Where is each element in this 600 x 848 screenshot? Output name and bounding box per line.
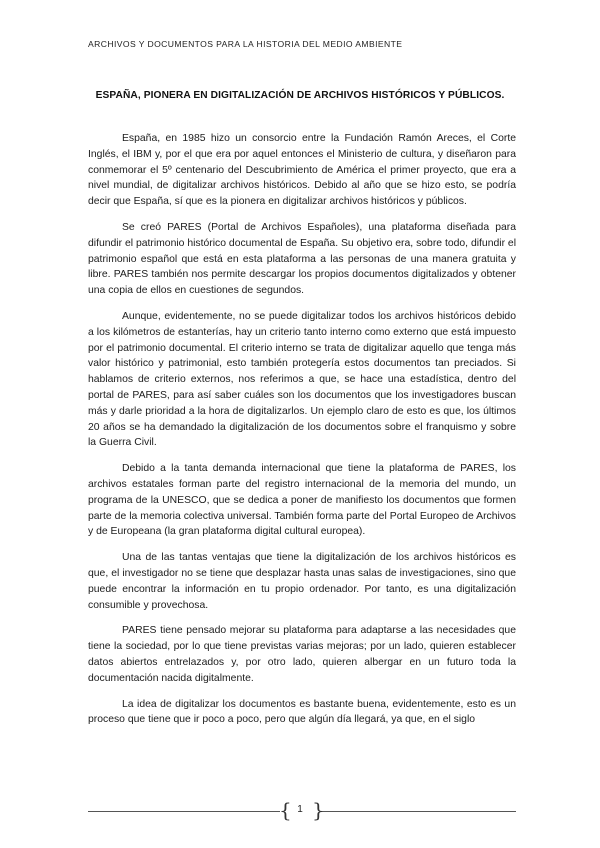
footer-rule-right xyxy=(322,811,516,812)
paragraph: Aunque, evidentemente, no se puede digitalizar todos los archivos históricos debido a los kilómetros de estanterías, hay un criterio tanto interno como externo que está impuesto por el patrimonio documental. El criterio interno se trata de digitalizar aquello que tenga más valor histórico y patrimonial, esto también protegería estos documentos tan preciados. Si hablamos de criterio externos, nos referimos a que, se hace una estadística, dentro del portal de PARES, para así saber cuáles son los documentos que los investigadores buscan más y darle prioridad a la hora de digitalizarlos. Un ejemplo claro de esto es que, los últimos 20 años se ha demandado la digitalización de los documentos sobre el franquismo y sobre la Guerra Civil. xyxy=(88,310,516,449)
right-brace-icon: } xyxy=(312,798,325,822)
paragraph: Una de las tantas ventajas que tiene la digitalización de los archivos históricos es que, el investigador no se tiene que desplazar hasta unas salas de investigaciones, sino que puede encontrar la información en tu propio ordenador. Por tanto, es una digitalización consumible y provechosa. xyxy=(88,552,516,611)
document-body xyxy=(88,131,516,738)
page-number: 1 xyxy=(297,804,303,815)
paragraph: Se creó PARES (Portal de Archivos Españoles), una plataforma diseñada para difundir el patrimonio histórico documental de España. Su objetivo era, sobre todo, difundir el patrimonio español que está en esta plataforma a las personas de una manera gratuita y libre. PARES también nos permite descargar los propios documentos digitalizados y obtener una copia de ellos en cuestiones de segundos. xyxy=(88,221,516,297)
page-footer xyxy=(0,800,600,824)
running-header: ARCHIVOS Y DOCUMENTOS PARA LA HISTORIA DEL MEDIO AMBIENTE xyxy=(88,39,403,49)
paragraph: La idea de digitalizar los documentos es bastante buena, evidentemente, esto es un proceso que tiene que ir poco a poco, pero que algún día llegará, ya que, en el siglo xyxy=(88,698,516,726)
paragraph: Debido a la tanta demanda internacional que tiene la plataforma de PARES, los archivos estatales forman parte del registro internacional de la memoria del mundo, un programa de la UNESCO, que se dedica a poner de manifiesto los documentos que formen parte de la memoria colectiva universal. También forma parte del Portal Europeo de Archivos y de Europeana (la gran plataforma digital cultural europea). xyxy=(88,463,516,538)
document-title: ESPAÑA, PIONERA EN DIGITALIZACIÓN DE ARCHIVOS HISTÓRICOS Y PÚBLICOS. xyxy=(95,90,505,101)
footer-rule-left xyxy=(88,811,280,812)
left-brace-icon: { xyxy=(279,798,292,822)
paragraph: España, en 1985 hizo un consorcio entre la Fundación Ramón Areces, el Corte Inglés, el IBM y, por el que era por aquel entonces el Ministerio de cultura, y diseñaron para conmemorar el 5º centenario del Descubrimiento de América el primer proyecto, que era a nivel mundial, de digitalizar archivos históricos. Debido al año que se hizo esto, se podría decir que España, sí que es la pionera en digitalizar archivos históricos y públicos. xyxy=(88,133,516,208)
paragraph: PARES tiene pensado mejorar su plataforma para adaptarse a las necesidades que tiene la sociedad, por lo que tiene previstas varias mejoras; por un lado, quieren establecer datos abiertos entrelazados y, por otro lado, quieren albergar en un futuro toda la documentación nacida digitalmente. xyxy=(88,625,516,684)
